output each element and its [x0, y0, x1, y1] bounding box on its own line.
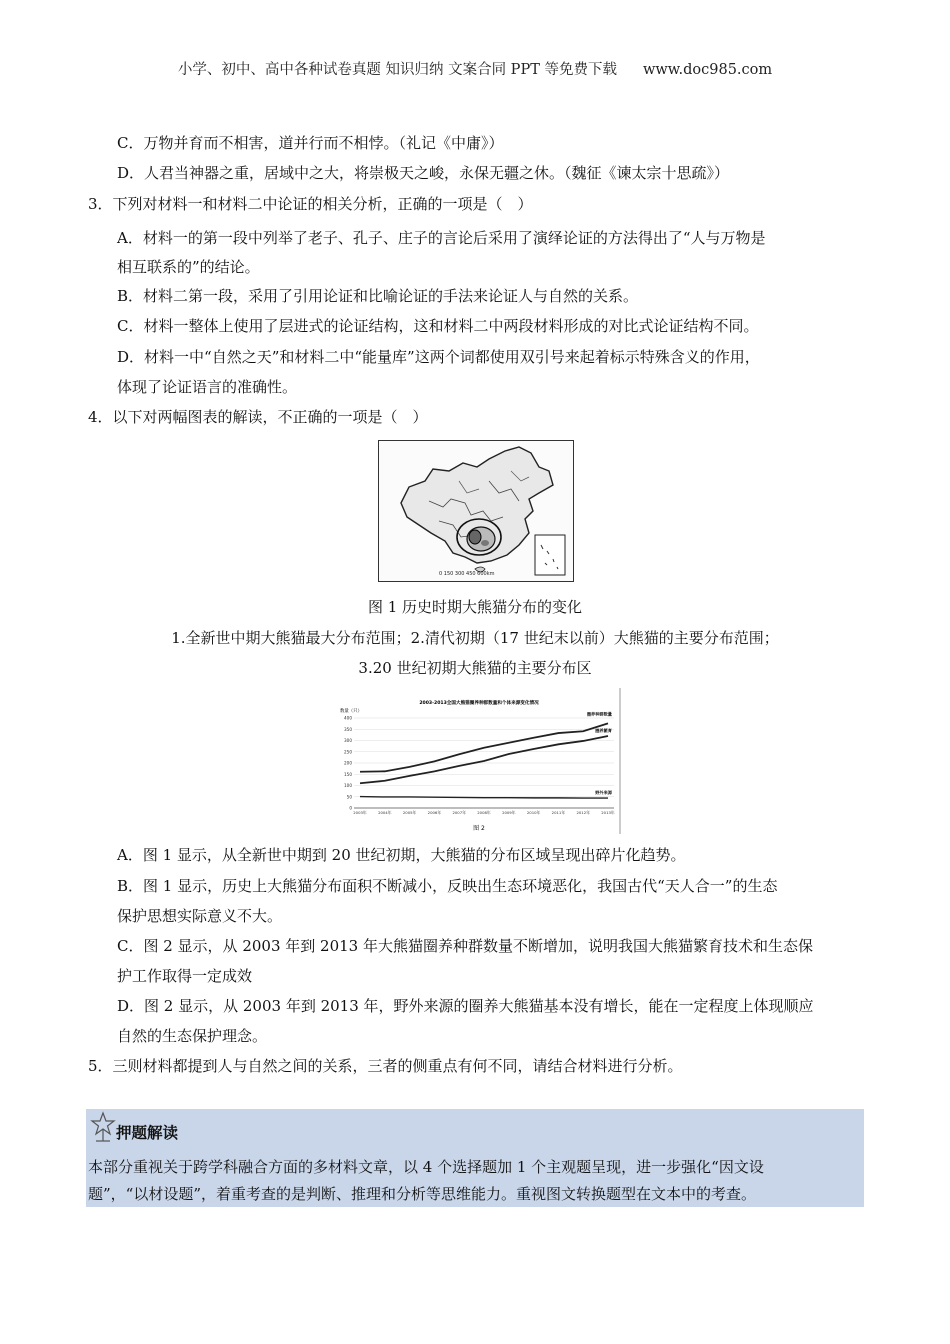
- series-line-1: [360, 736, 608, 783]
- q3-option-a: A．材料一的第一段中列举了老子、孔子、庄子的言论后采用了演绎论证的方法得出了“人与万物是: [117, 229, 766, 247]
- q3-option-a-cont: 相互联系的”的结论。: [117, 258, 260, 276]
- line-chart: [336, 688, 622, 834]
- series-label: 野外来源: [595, 790, 612, 796]
- chart-title: 2003-2013全国大熊猫圈养种群数量和个体来源变化情况: [419, 701, 539, 706]
- figure2-chart: [336, 688, 622, 834]
- figure1-caption: 图 1 历史时期大熊猫分布的变化: [367, 598, 583, 616]
- analysis-panel: [86, 1109, 864, 1207]
- q2-option-c: C．万物并育而不相害，道并行而不相悖。（礼记《中庸》）: [117, 134, 504, 152]
- figure1-legend-1: 1.全新世中期大熊猫最大分布范围；2.清代初期（17 世纪末以前）大熊猫的主要分布范围；: [171, 629, 779, 647]
- figure1-map: [378, 440, 574, 582]
- x-tick-label: 2006年: [427, 810, 442, 815]
- chart-caption: 图 2: [473, 825, 485, 832]
- y-tick-label: 0: [349, 805, 352, 811]
- q4-option-c: C．图 2 显示，从 2003 年到 2013 年大熊猫圈养种群数量不断增加，说明我国大熊猫繁育技术和生态保: [117, 937, 813, 955]
- x-tick-label: 2011年: [551, 810, 566, 815]
- y-tick-label: 100: [344, 783, 352, 788]
- page-header: [0, 58, 950, 79]
- panel-text-1: 本部分重视关于跨学科融合方面的多材料文章，以 4 个选择题加 1 个主观题呈现，进一步强化“因文设: [88, 1158, 764, 1176]
- series-label: 圈养繁育: [595, 728, 612, 733]
- y-tick-label: 300: [344, 738, 352, 743]
- q3-option-d: D．材料一中“自然之天”和材料二中“能量库”这两个词都使用双引号来起着标示特殊含义的作用，: [117, 348, 760, 366]
- q4-option-d-cont: 自然的生态保护理念。: [117, 1027, 268, 1045]
- q4-option-c-cont: 护工作取得一定成效: [117, 967, 253, 985]
- y-tick-label: 200: [344, 760, 352, 766]
- header-text: 小学、初中、高中各种试卷真题 知识归纳 文案合同 PPT 等免费下载: [177, 62, 617, 78]
- q4-option-b-cont: 保护思想实际意义不大。: [117, 907, 283, 925]
- x-tick-label: 2013年: [601, 810, 615, 815]
- x-tick-label: 2010年: [526, 810, 541, 815]
- q4-option-a: A．图 1 显示，从全新世中期到 20 世纪初期，大熊猫的分布区域呈现出碎片化趋势。: [117, 846, 686, 864]
- china-map-image: [379, 441, 573, 581]
- x-tick-label: 2008年: [477, 810, 491, 815]
- figure1-legend-2: 3.20 世纪初期大熊猫的主要分布区: [358, 659, 592, 677]
- q3-stem: 3．下列对材料一和材料二中论证的相关分析，正确的一项是（ ）: [88, 195, 533, 213]
- q4-option-b: B．图 1 显示，历史上大熊猫分布面积不断减小，反映出生态环境恶化，我国古代“天人合一”的生态: [117, 877, 778, 895]
- chart-ylabel: 数量（只）: [340, 709, 362, 714]
- x-tick-label: 2004年: [378, 810, 392, 815]
- y-tick-label: 400: [344, 715, 352, 721]
- q4-stem: 4．以下对两幅图表的解读，不正确的一项是（ ）: [88, 408, 428, 426]
- star-icon: [90, 1111, 116, 1143]
- x-tick-label: 2012年: [576, 810, 590, 815]
- chart-plot-area: [344, 710, 615, 815]
- x-tick-label: 2009年: [502, 810, 516, 815]
- y-tick-label: 150: [344, 771, 352, 777]
- q3-option-c: C．材料一整体上使用了层进式的论证结构，这和材料二中两段材料形成的对比式论证结构不同。: [117, 317, 759, 335]
- panel-text-2: 题”，“以材设题”，着重考查的是判断、推理和分析等思维能力。重视图文转换题型在文本中的考查。: [88, 1185, 757, 1203]
- x-tick-label: 2007年: [452, 810, 466, 815]
- q5-stem: 5．三则材料都提到人与自然之间的关系，三者的侧重点有何不同，请结合材料进行分析。: [88, 1057, 683, 1075]
- series-label: 圈养种群数量: [586, 711, 612, 717]
- header-url[interactable]: www.doc985.com: [642, 62, 773, 78]
- x-tick-label: 2003年: [353, 810, 367, 815]
- q4-option-d: D．图 2 显示，从 2003 年到 2013 年，野外来源的圈养大熊猫基本没有增长，能在一定程度上体现顺应: [117, 997, 814, 1015]
- map-scale-text: 0 150 300 450 600km: [439, 571, 495, 577]
- q2-option-d: D．人君当神器之重，居域中之大，将崇极天之峻，永保无疆之休。（魏征《谏太宗十思疏》）: [117, 164, 730, 182]
- panel-title: 押题解读: [116, 1124, 179, 1142]
- x-tick-label: 2005年: [402, 810, 417, 815]
- q3-option-d-cont: 体现了论证语言的准确性。: [117, 378, 298, 396]
- y-tick-label: 350: [344, 726, 352, 732]
- y-tick-label: 50: [346, 794, 352, 800]
- series-line-0: [360, 723, 608, 771]
- q3-option-b: B．材料二第一段，采用了引用论证和比喻论证的手法来论证人与自然的关系。: [117, 287, 639, 305]
- y-tick-label: 250: [344, 749, 352, 755]
